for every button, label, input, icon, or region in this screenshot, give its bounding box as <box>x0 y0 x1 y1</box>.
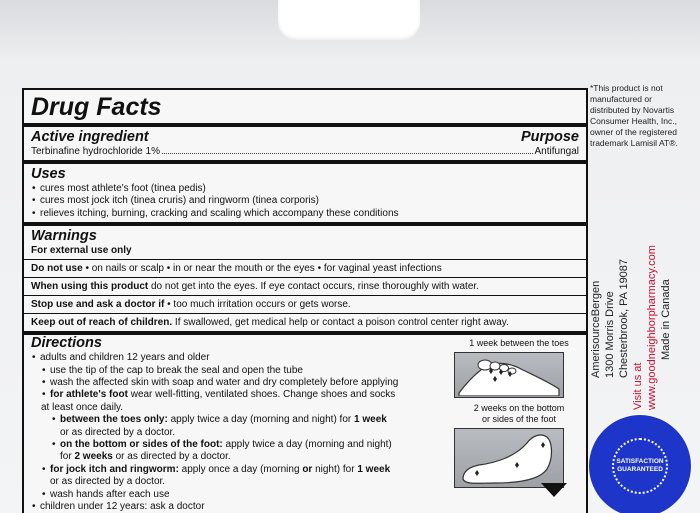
leader-dots <box>162 153 533 154</box>
distributor-name: AmerisourceBergen <box>590 280 602 378</box>
stop-use-text: • too much irritation occurs or gets worse. <box>164 299 351 311</box>
list-item: • adults and children 12 years and older <box>31 352 451 364</box>
when-using-line <box>24 278 586 295</box>
active-ingredient-header: Active ingredient <box>31 129 149 145</box>
directions-header: Directions <box>31 335 102 352</box>
uses-header: Uses <box>31 166 66 182</box>
keep-out-line <box>24 314 586 331</box>
seal-text: SATISFACTION GUARANTEED <box>612 438 668 494</box>
when-using-label: When using this product <box>31 281 149 293</box>
between-toes-duration: 1 week <box>354 414 387 426</box>
do-not-use-text: • on nails or scalp • in or near the mouth or the eyes • for vaginal yeast infections <box>85 263 442 275</box>
keep-out-text: If swallowed, get medical help or contact a poison control center right away. <box>172 317 509 329</box>
jock-itch-cont: or as directed by a doctor. <box>50 476 166 488</box>
list-item: • wash the affected skin with soap and water and dry completely before applying <box>41 377 451 389</box>
directions-section <box>24 335 586 513</box>
distributor-web <box>632 363 645 411</box>
purpose-header: Purpose <box>520 129 579 145</box>
satisfaction-seal <box>592 418 688 513</box>
figure1-caption: 1 week between the toes <box>469 338 569 349</box>
bottom-foot-text: apply twice a day (morning and night) <box>222 439 392 451</box>
figure2-caption <box>454 403 584 425</box>
list-item: • use the tip of the cap to break the seal and open the tube <box>41 365 451 377</box>
athletes-foot-cont: at least once daily. <box>41 401 124 413</box>
bottom-foot-post: or as directed by a doctor. <box>112 451 231 463</box>
stop-use-line <box>24 296 586 313</box>
external-use-text: For external use only <box>31 245 132 257</box>
warnings-section <box>24 226 586 331</box>
list-item: • relieves itching, burning, cracking and scaling which accompany these conditions <box>31 208 579 220</box>
purpose-text: Antifungal <box>534 146 579 157</box>
hang-hole <box>278 0 420 40</box>
when-using-text: do not get into the eyes. If eye contact occurs, rinse thoroughly with water. <box>148 281 479 293</box>
bottom-foot-duration: 2 weeks <box>74 451 113 463</box>
distributor-street: 1300 Morris Drive <box>604 291 616 378</box>
keep-out-label: Keep out of reach of children. <box>31 317 173 329</box>
between-toes-label: between the toes only: <box>60 414 168 426</box>
list-item: • children under 12 years: ask a doctor <box>31 501 451 513</box>
athletes-foot-label: for athlete's foot <box>50 389 128 401</box>
figure-between-toes <box>454 352 564 398</box>
directions-list <box>31 352 451 513</box>
list-item <box>41 464 451 489</box>
jock-itch-label: for jock itch and ringworm: <box>50 463 179 475</box>
between-toes-cont: or as directed by a doctor. <box>60 426 176 438</box>
jock-itch-text: apply once a day (morning <box>178 463 303 475</box>
bottom-foot-pre: for <box>60 451 75 463</box>
figure-foot-bottom <box>454 428 564 488</box>
drug-facts-title: Drug Facts <box>31 93 162 121</box>
list-item: • wash hands after each use <box>41 489 451 501</box>
between-toes-text: apply twice a day (morning and night) for <box>167 414 355 426</box>
list-item: • cures most athlete's foot (tinea pedis) <box>31 183 579 195</box>
uses-list <box>31 183 579 220</box>
do-not-use-line <box>24 260 586 277</box>
foot-toes-icon <box>455 353 562 396</box>
uses-section <box>24 164 586 222</box>
drug-facts-panel <box>22 88 588 513</box>
list-item <box>41 389 451 414</box>
distributor-url: www.goodneighborpharmacy.com <box>646 245 658 410</box>
figure2-caption-line1: 2 weeks on the bottom <box>473 403 565 414</box>
bottom-foot-label: on the bottom or sides of the foot: <box>60 439 223 451</box>
made-in: Made in Canada <box>660 279 672 360</box>
jock-itch-duration: 1 week <box>357 463 391 475</box>
do-not-use-label: Do not use <box>31 263 83 275</box>
list-item: • cures most jock itch (tinea cruris) and ringworm (tinea corporis) <box>31 195 579 207</box>
arrow-down-icon <box>541 483 567 497</box>
stop-use-label: Stop use and ask a doctor if <box>31 299 165 311</box>
jock-itch-or: or <box>302 463 313 475</box>
distributor-city: Chesterbrook, PA 19087 <box>618 258 630 378</box>
trademark-note: *This product is not manufactured or distributed by Novartis Consumer Health, Inc., owner of the registered trademark Lamisil AT®. <box>590 83 678 148</box>
list-item <box>51 439 451 464</box>
list-item <box>51 414 451 439</box>
visit-label: Visit us at <box>632 362 644 410</box>
active-ingredient-section <box>24 127 586 160</box>
warnings-header: Warnings <box>31 228 97 245</box>
figure2-caption-line2: or sides of the foot <box>481 414 557 425</box>
jock-itch-text2: night) for <box>312 463 358 475</box>
distributor-url-line <box>646 245 659 410</box>
athletes-foot-text: wear well-fitting, ventilated shoes. Change shoes and socks <box>127 389 396 401</box>
foot-sole-icon <box>455 429 562 486</box>
ingredient-text: Terbinafine hydrochloride 1% <box>31 146 160 157</box>
